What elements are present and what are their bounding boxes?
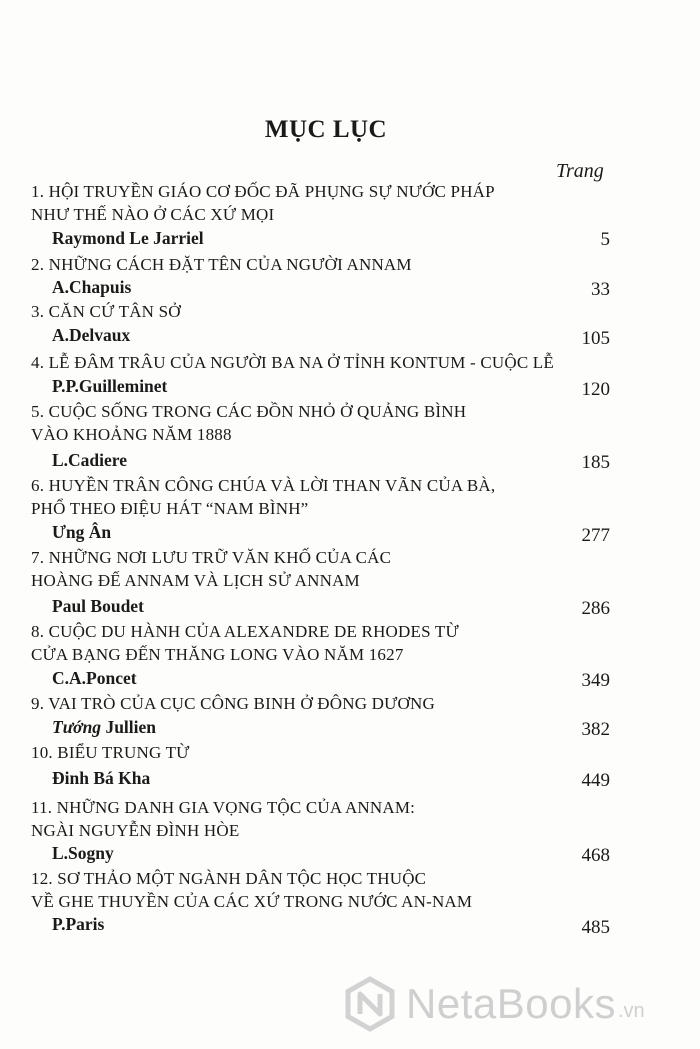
entry-title-line: PHỔ THEO ĐIỆU HÁT “NAM BÌNH” [31, 499, 309, 518]
entry-title-line: VỀ GHE THUYỀN CỦA CÁC XỨ TRONG NƯỚC AN-NAM [31, 892, 473, 911]
entry-page-number: 382 [581, 719, 610, 740]
entry-page-number: 105 [581, 328, 610, 349]
entry-title-line: 7. NHỮNG NƠI LƯU TRỮ VĂN KHỐ CỦA CÁC [31, 548, 392, 567]
entry-author [52, 325, 130, 346]
author-prefix: Tướng [52, 717, 102, 737]
entry-author [52, 277, 131, 298]
entry-author [52, 914, 104, 935]
entry-title-line: 10. BIỂU TRUNG TỪ [31, 743, 190, 762]
author-name: Raymond Le Jarriel [52, 228, 204, 248]
entry-author [52, 450, 127, 471]
entry-title-line: 11. NHỮNG DANH GIA VỌNG TỘC CỦA ANNAM: [31, 798, 416, 817]
entry-title-line: 8. CUỘC DU HÀNH CỦA ALEXANDRE DE RHODES TỪ [31, 622, 459, 641]
entry-author [52, 522, 111, 543]
page-title: MỤC LỤC [264, 116, 388, 143]
entry-title-line: HOÀNG ĐẾ ANNAM VÀ LỊCH SỬ ANNAM [31, 571, 360, 590]
entry-page-number: 449 [581, 770, 610, 791]
watermark-brand: NetaBooks [406, 980, 616, 1027]
entry-page-number: 349 [581, 670, 610, 691]
entry-title-line: 5. CUỘC SỐNG TRONG CÁC ĐỒN NHỎ Ở QUẢNG BÌNH [31, 402, 467, 421]
author-name: Jullien [105, 717, 157, 737]
entry-title-line: NHƯ THẾ NÀO Ở CÁC XỨ MỌI [31, 205, 275, 224]
entry-title-line: 2. NHỮNG CÁCH ĐẶT TÊN CỦA NGƯỜI ANNAM [31, 255, 412, 274]
author-name: Paul Boudet [52, 596, 144, 616]
entry-page-number: 5 [600, 229, 610, 250]
entry-author [52, 228, 204, 249]
author-name: L.Sogny [52, 843, 114, 863]
entry-page-number: 185 [581, 452, 610, 473]
netabooks-logo-icon [342, 976, 398, 1032]
entry-title-line: 9. VAI TRÒ CỦA CỤC CÔNG BINH Ở ĐÔNG DƯƠNG [31, 694, 435, 713]
entry-page-number: 485 [581, 917, 610, 938]
entry-page-number: 286 [581, 598, 610, 619]
author-name: C.A.Poncet [52, 668, 137, 688]
watermark [342, 968, 692, 1040]
entry-author [52, 376, 167, 397]
author-name: L.Cadiere [52, 450, 128, 470]
entry-title-line: CỬA BẠNG ĐẾN THĂNG LONG VÀO NĂM 1627 [31, 645, 404, 664]
entry-page-number: 33 [591, 279, 610, 300]
entry-author [52, 596, 144, 617]
entry-title-line: NGÀI NGUYỄN ĐÌNH HÒE [31, 821, 240, 840]
entry-page-number: 120 [581, 379, 610, 400]
entry-author [52, 768, 150, 789]
entry-author [52, 843, 114, 864]
entry-title-line: 1. HỘI TRUYỀN GIÁO CƠ ĐỐC ĐÃ PHỤNG SỰ NƯỚC PHÁP [31, 182, 495, 201]
entry-author [52, 668, 137, 689]
author-name: Ưng Ân [52, 522, 112, 542]
entry-author [52, 717, 156, 738]
author-name: P.Paris [52, 914, 105, 934]
author-name: Đinh Bá Kha [52, 768, 151, 788]
entry-page-number: 468 [581, 845, 610, 866]
watermark-suffix: .vn [617, 999, 645, 1022]
entry-page-number: 277 [581, 525, 610, 546]
author-name: A.Chapuis [52, 277, 132, 297]
entry-title-line: 4. LỄ ĐÂM TRÂU CỦA NGƯỜI BA NA Ở TỈNH KONTUM - CUỘC LỄ [31, 353, 554, 372]
page-column-label: Trang [556, 160, 604, 182]
entry-title-line: 6. HUYỀN TRÂN CÔNG CHÚA VÀ LỜI THAN VÃN CỦA BÀ, [31, 476, 496, 495]
entry-title-line: 12. SƠ THẢO MỘT NGÀNH DÂN TỘC HỌC THUỘC [31, 869, 427, 888]
entry-title-line: 3. CĂN CỨ TÂN SỞ [31, 302, 181, 321]
author-name: P.P.Guilleminet [52, 376, 168, 396]
author-name: A.Delvaux [52, 325, 131, 345]
entry-title-line: VÀO KHOẢNG NĂM 1888 [31, 425, 232, 444]
